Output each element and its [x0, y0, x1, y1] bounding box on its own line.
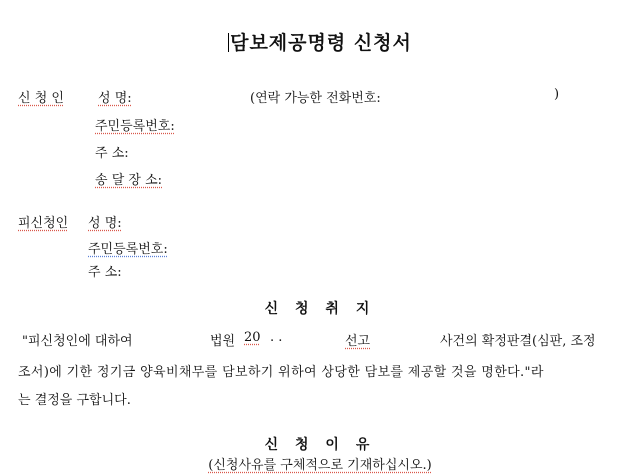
- applicant-contact-label: (연락 가능한 전화번호:: [250, 91, 381, 106]
- respondent-role-label: 피신청인: [18, 216, 69, 231]
- purpose-line1-year: 20: [244, 330, 261, 345]
- respondent-rrn-label: 주민등록번호:: [88, 242, 168, 257]
- reason-note: (신청사유를 구체적으로 기재하십시오.): [208, 458, 432, 473]
- purpose-line1-dots: . .: [270, 330, 283, 345]
- purpose-line1-a: "피신청인에 대하여: [22, 334, 133, 349]
- purpose-heading: 신 청 취 지: [264, 301, 376, 317]
- respondent-name-label: 성 명:: [88, 216, 122, 231]
- document-title: 담보제공명령 신청서: [230, 32, 412, 54]
- applicant-address-label: 주 소:: [95, 146, 129, 161]
- purpose-line1-court: 법원: [210, 334, 236, 349]
- applicant-service-label: 송 달 장 소:: [95, 173, 163, 188]
- applicant-rrn-label: 주민등록번호:: [95, 119, 175, 134]
- purpose-line1-verdict: 선고: [345, 334, 371, 349]
- applicant-contact-close: ): [554, 87, 560, 102]
- purpose-line3: 는 결정을 구합니다.: [18, 393, 131, 408]
- respondent-address-label: 주 소:: [88, 265, 122, 280]
- purpose-line2: 조서)에 기한 정기금 양육비채무를 담보하기 위하여 상당한 담보를 제공할 것을 명한다."라: [18, 365, 544, 380]
- applicant-name-label: 성 명:: [98, 91, 132, 106]
- text-cursor: [228, 33, 229, 52]
- purpose-line1-b: 사건의 확정판결(심판, 조정: [440, 334, 596, 349]
- applicant-role-label: 신 청 인: [18, 91, 64, 106]
- reason-heading: 신 청 이 유: [264, 437, 376, 453]
